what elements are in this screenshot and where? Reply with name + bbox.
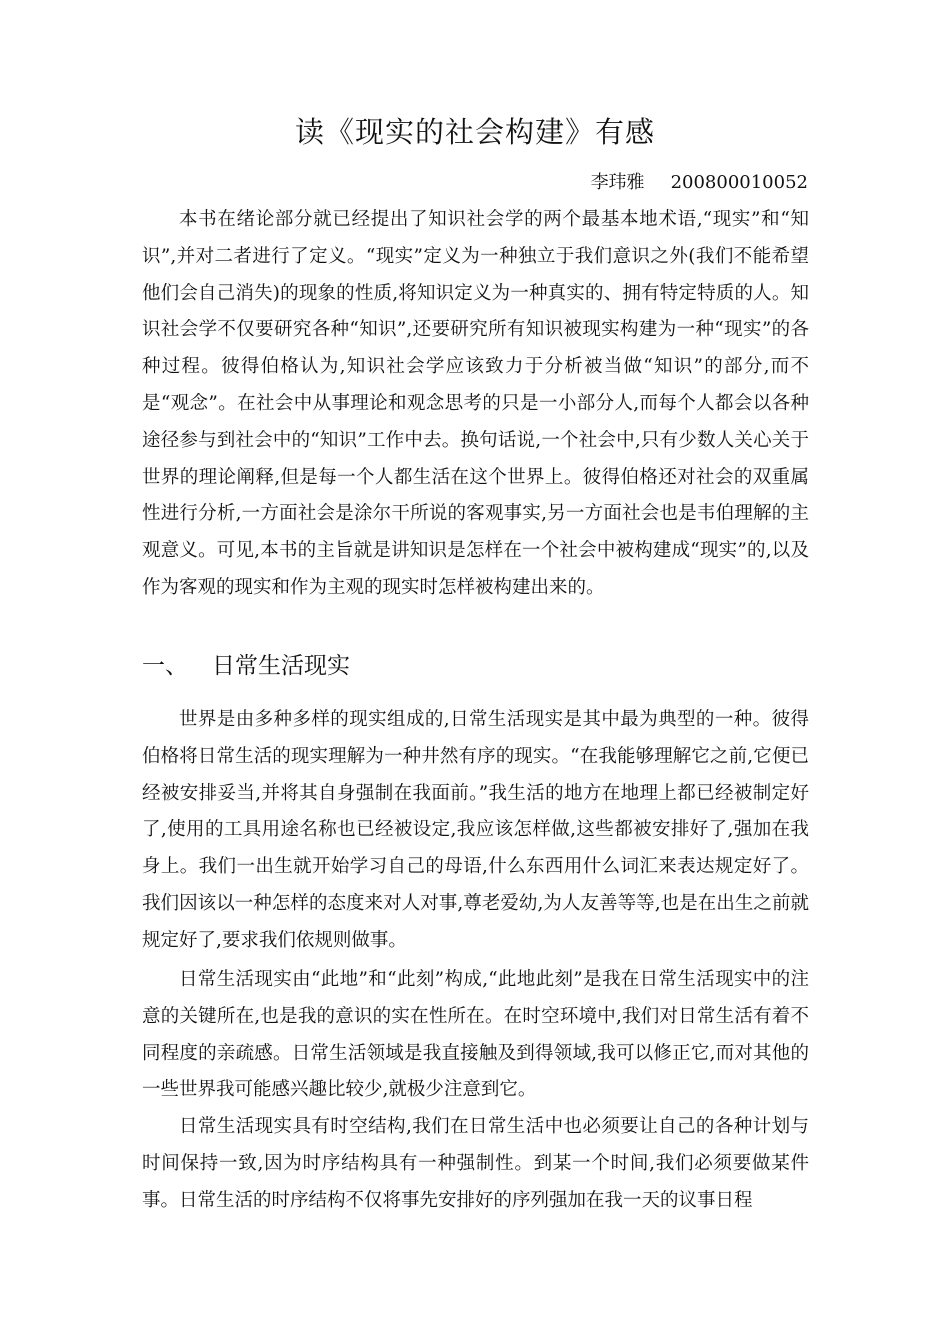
student-id: 200800010052 bbox=[670, 172, 808, 193]
document-title: 读《现实的社会构建》有感 bbox=[294, 115, 655, 149]
author-name: 李玮雅 bbox=[590, 172, 645, 193]
body-paragraph: 世界是由多种多样的现实组成的,日常生活现实是其中最为典型的一种。彼得伯格将日常生活的现实理解为一种井然有序的现实。“在我能够理解它之前,它便已经被安排妥当,并将其自身强制在我面前。”我生活的地方在地理上都已经被制定好了,使用的工具用途名称也已经被设定,我应该怎样做,这些都被安排好了,强加在我身上。我们一出生就开始学习自己的母语,什么东西用什么词汇来表达规定好了。我们因该以一种怎样的态度来对人对事,尊老爱幼,为人友善等等,也是在出生之前就规定好了,要求我们依规则做事。 bbox=[142, 709, 809, 951]
section-number: 一、 bbox=[142, 653, 188, 679]
body-paragraph: 日常生活现实由“此地”和“此刻”构成,“此地此刻”是我在日常生活现实中的注意的关键所在,也是我的意识的实在性所在。在时空环境中,我们对日常生活有着不同程度的亲疏感。日常生活领域是我直接触及到得领域,我可以修正它,而对其他的一些世界我可能感兴趣比较少,就极少注意到它。 bbox=[142, 969, 809, 1101]
section-heading bbox=[142, 648, 350, 684]
author-byline bbox=[591, 170, 808, 196]
intro-paragraph: 本书在绪论部分就已经提出了知识社会学的两个最基本地术语,“现实”和“知识”,并对二者进行了定义。“现实”定义为一种独立于我们意识之外(我们不能希望他们会自己消失)的现象的性质,将知识定义为一种真实的、拥有特定特质的人。知识社会学不仅要研究各种“知识”,还要研究所有知识被现实构建为一种“现实”的各种过程。彼得伯格认为,知识社会学应该致力于分析被当做“知识”的部分,而不是“观念”。在社会中从事理论和观念思考的只是一小部分人,而每个人都会以各种途径参与到社会中的“知识”工作中去。换句话说,一个社会中,只有少数人关心关于世界的理论阐释,但是每一个人都生活在这个世界上。彼得伯格还对社会的双重属性进行分析,一方面社会是涂尔干所说的客观事实,另一方面社会也是韦伯理解的主观意义。可见,本书的主旨就是讲知识是怎样在一个社会中被构建成“现实”的,以及作为客观的现实和作为主观的现实时怎样被构建出来的。 bbox=[142, 209, 809, 598]
body-paragraph: 日常生活现实具有时空结构,我们在日常生活中也必须要让自己的各种计划与时间保持一致,因为时序结构具有一种强制性。到某一个时间,我们必须要做某件事。日常生活的时序结构不仅将事先安排好的序列强加在我一天的议事日程 bbox=[142, 1116, 809, 1211]
section-title: 日常生活现实 bbox=[212, 653, 350, 679]
